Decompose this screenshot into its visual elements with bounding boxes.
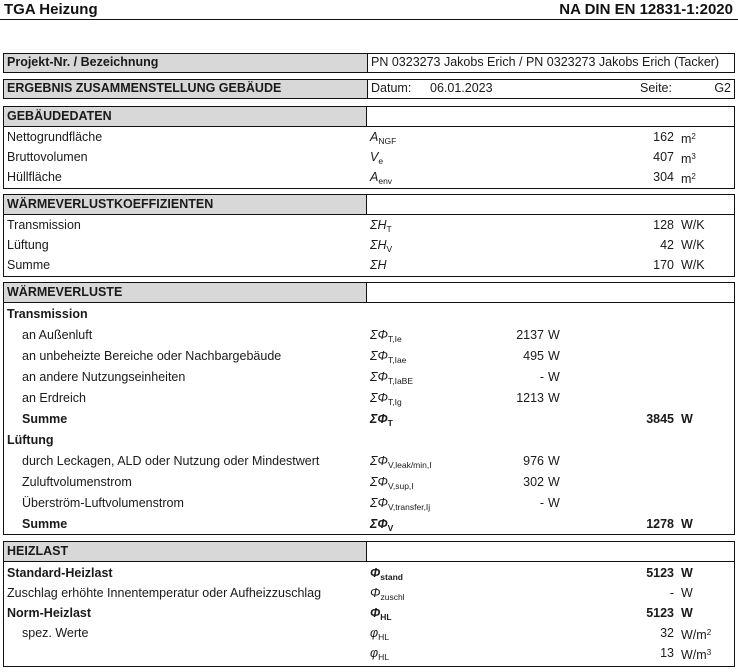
row-value: 42 [660, 238, 674, 252]
row-label: Transmission [7, 218, 81, 232]
ventilation-loss-row [4, 451, 734, 471]
row-value: 5123 [646, 606, 674, 620]
symbol-subscript: NGF [378, 136, 397, 146]
standard-heat-load-row [4, 563, 734, 583]
summary-meta [367, 79, 735, 99]
row-unit [681, 643, 711, 665]
section-title: WÄRMEVERLUSTE [4, 283, 367, 303]
symbol-main: A [370, 170, 379, 184]
transmission-loss-row [4, 367, 734, 387]
section-title: GEBÄUDEDATEN [4, 107, 367, 127]
symbol-main: ΣΦ [370, 517, 388, 531]
symbol-main: ΣH [370, 218, 387, 232]
row-label: Überström-Luftvolumenstrom [22, 496, 184, 510]
symbol-subscript: stand [380, 572, 403, 582]
symbol-subscript: V,transfer,Ij [387, 502, 431, 512]
row-label: Standard-Heizlast [7, 566, 113, 580]
row-label: Zuluftvolumenstrom [22, 475, 132, 489]
symbol-main: V [370, 150, 379, 164]
row-unit [681, 409, 693, 429]
building-data-row [4, 167, 734, 187]
row-value: 1278 [646, 517, 674, 531]
unit-text: m [681, 152, 692, 166]
building-data-row [4, 147, 734, 167]
symbol-main: ΣΦ [370, 370, 388, 384]
row-unit [548, 325, 560, 345]
row-label: Summe [22, 517, 68, 531]
symbol-subscript: V,sup,I [387, 481, 414, 491]
unit-text: W [548, 454, 560, 468]
row-unit [548, 451, 560, 471]
symbol-subscript: e [378, 156, 384, 166]
row-label: an Außenluft [22, 328, 93, 342]
project-label: Projekt-Nr. / Bezeichnung [3, 53, 368, 73]
row-value: 407 [653, 150, 674, 164]
page-label: Seite: [640, 81, 672, 95]
summary-label: ERGEBNIS ZUSAMMENSTELLUNG GEBÄUDE [3, 79, 368, 99]
row-value: 1213 [516, 391, 544, 405]
unit-text: W [548, 391, 560, 405]
row-value: 302 [523, 475, 544, 489]
unit-exponent: 2 [706, 628, 712, 637]
specific-value-row [4, 623, 734, 643]
symbol-main: ΣΦ [370, 454, 388, 468]
transmission-loss-row [4, 388, 734, 408]
unit-text: W [681, 517, 693, 531]
norm-heat-load-row [4, 603, 734, 623]
document-title: TGA Heizung [4, 1, 98, 18]
row-unit [681, 147, 696, 169]
row-value: 5123 [646, 566, 674, 580]
row-label: Bruttovolumen [7, 150, 88, 164]
formula-symbol [370, 643, 389, 667]
unit-exponent: 2 [691, 132, 696, 141]
group-label: Transmission [7, 307, 88, 321]
row-value: 3845 [646, 412, 674, 426]
unit-text: W/K [681, 258, 705, 272]
unit-text: W/K [681, 238, 705, 252]
symbol-main: ΣΦ [370, 496, 388, 510]
row-label: an Erdreich [22, 391, 86, 405]
symbol-subscript: HL [380, 612, 392, 622]
standard-reference: NA DIN EN 12831-1:2020 [559, 1, 733, 18]
date-label: Datum: [371, 81, 412, 95]
row-label: Summe [7, 258, 51, 272]
unit-text: W [548, 349, 560, 363]
row-label: durch Leckagen, ALD oder Nutzung oder Mindestwert [22, 454, 320, 468]
row-label: Summe [22, 412, 68, 426]
unit-exponent: 3 [706, 648, 712, 657]
unit-text: m [681, 172, 692, 186]
transmission-loss-row [4, 346, 734, 366]
transmission-loss-row [4, 325, 734, 345]
section-title-spacer [367, 195, 734, 215]
row-label: spez. Werte [22, 626, 89, 640]
symbol-main: Φ [370, 586, 381, 600]
symbol-main: A [370, 130, 379, 144]
row-value: 170 [653, 258, 674, 272]
unit-exponent: 3 [691, 152, 696, 161]
surcharge-row [4, 583, 734, 603]
header-divider [0, 19, 738, 20]
unit-text: W/m [681, 648, 707, 662]
symbol-main: ΣΦ [370, 475, 388, 489]
symbol-subscript: V [386, 244, 393, 254]
row-value: 13 [660, 646, 674, 660]
symbol-main: ΣΦ [370, 328, 388, 342]
formula-symbol [370, 514, 393, 538]
symbol-subscript: V [387, 523, 394, 533]
row-value: 162 [653, 130, 674, 144]
row-unit [681, 215, 705, 235]
section-title: HEIZLAST [4, 542, 367, 562]
symbol-main: ΣΦ [370, 391, 388, 405]
unit-text: W [681, 566, 693, 580]
unit-text: m [681, 132, 692, 146]
section-title-spacer [367, 107, 734, 127]
unit-text: W [548, 475, 560, 489]
page-value: G2 [714, 81, 731, 95]
row-unit [548, 388, 560, 408]
row-label: an andere Nutzungseinheiten [22, 370, 186, 384]
row-unit [548, 346, 560, 366]
coefficient-row [4, 215, 734, 235]
row-unit [681, 563, 693, 583]
unit-exponent: 2 [691, 172, 696, 181]
symbol-subscript: HL [378, 632, 390, 642]
unit-text: W/K [681, 218, 705, 232]
unit-text: W [548, 370, 560, 384]
row-unit [681, 235, 705, 255]
coefficient-row [4, 235, 734, 255]
row-unit [681, 255, 705, 275]
ventilation-loss-row [4, 472, 734, 492]
unit-text: W [681, 606, 693, 620]
symbol-subscript: V,leak/min,I [387, 460, 432, 470]
row-unit [681, 514, 693, 534]
row-unit [681, 623, 711, 645]
row-unit [681, 167, 696, 189]
symbol-subscript: T,Iae [387, 355, 407, 365]
group-heading [4, 430, 734, 450]
group-heading [4, 304, 734, 324]
section-heat-loss-coefficients [3, 194, 735, 277]
group-label: Lüftung [7, 433, 54, 447]
section-title-spacer [367, 542, 734, 562]
symbol-subscript: env [378, 176, 393, 186]
row-value: - [669, 586, 674, 600]
formula-symbol [370, 167, 392, 191]
symbol-main: ΣΦ [370, 412, 388, 426]
row-label: Nettogrundfläche [7, 130, 103, 144]
row-unit [548, 472, 560, 492]
symbol-main: ΣΦ [370, 349, 388, 363]
symbol-subscript: T [386, 224, 392, 234]
row-value: - [539, 370, 544, 384]
ventilation-loss-row [4, 493, 734, 513]
row-value: - [539, 496, 544, 510]
unit-text: W [548, 496, 560, 510]
project-value: PN 0323273 Jakobs Erich / PN 0323273 Jakobs Erich (Tacker) [367, 53, 735, 73]
row-label: Zuschlag erhöhte Innentemperatur oder Aufheizzuschlag [7, 586, 322, 600]
row-unit [548, 493, 560, 513]
coefficient-row [4, 255, 734, 275]
unit-text: W [681, 586, 693, 600]
row-value: 304 [653, 170, 674, 184]
row-label: Hüllfläche [7, 170, 62, 184]
symbol-subscript: T,IaBE [387, 376, 414, 386]
symbol-subscript: T,Ie [387, 334, 402, 344]
row-value: 128 [653, 218, 674, 232]
row-value: 32 [660, 626, 674, 640]
section-title: WÄRMEVERLUSTKOEFFIZIENTEN [4, 195, 367, 215]
row-label: an unbeheizte Bereiche oder Nachbargebäude [22, 349, 282, 363]
row-unit [681, 127, 696, 149]
unit-text: W/m [681, 628, 707, 642]
specific-value-row [4, 643, 734, 663]
row-value: 976 [523, 454, 544, 468]
symbol-main: ΣH [370, 258, 387, 272]
row-value: 2137 [516, 328, 544, 342]
date-value: 06.01.2023 [430, 81, 493, 95]
section-heat-load [3, 541, 735, 667]
symbol-main: Φ [370, 566, 381, 580]
unit-text: W [681, 412, 693, 426]
symbol-main: Φ [370, 606, 381, 620]
row-value: 495 [523, 349, 544, 363]
row-unit [681, 603, 693, 623]
row-unit [681, 583, 693, 603]
symbol-main: ΣH [370, 238, 387, 252]
symbol-main: φ [370, 646, 379, 660]
symbol-subscript: T [387, 418, 393, 428]
section-building-data [3, 106, 735, 189]
section-heat-losses [3, 282, 735, 535]
symbol-main: φ [370, 626, 379, 640]
row-label: Lüftung [7, 238, 49, 252]
row-unit [548, 367, 560, 387]
formula-symbol [370, 255, 387, 279]
symbol-subscript: T,Ig [387, 397, 402, 407]
transmission-sum-row [4, 409, 734, 429]
unit-text: W [548, 328, 560, 342]
building-data-row [4, 127, 734, 147]
ventilation-sum-row [4, 514, 734, 534]
row-label: Norm-Heizlast [7, 606, 92, 620]
symbol-subscript: HL [378, 652, 390, 662]
section-title-spacer [367, 283, 734, 303]
symbol-subscript: zuschl [380, 592, 405, 602]
